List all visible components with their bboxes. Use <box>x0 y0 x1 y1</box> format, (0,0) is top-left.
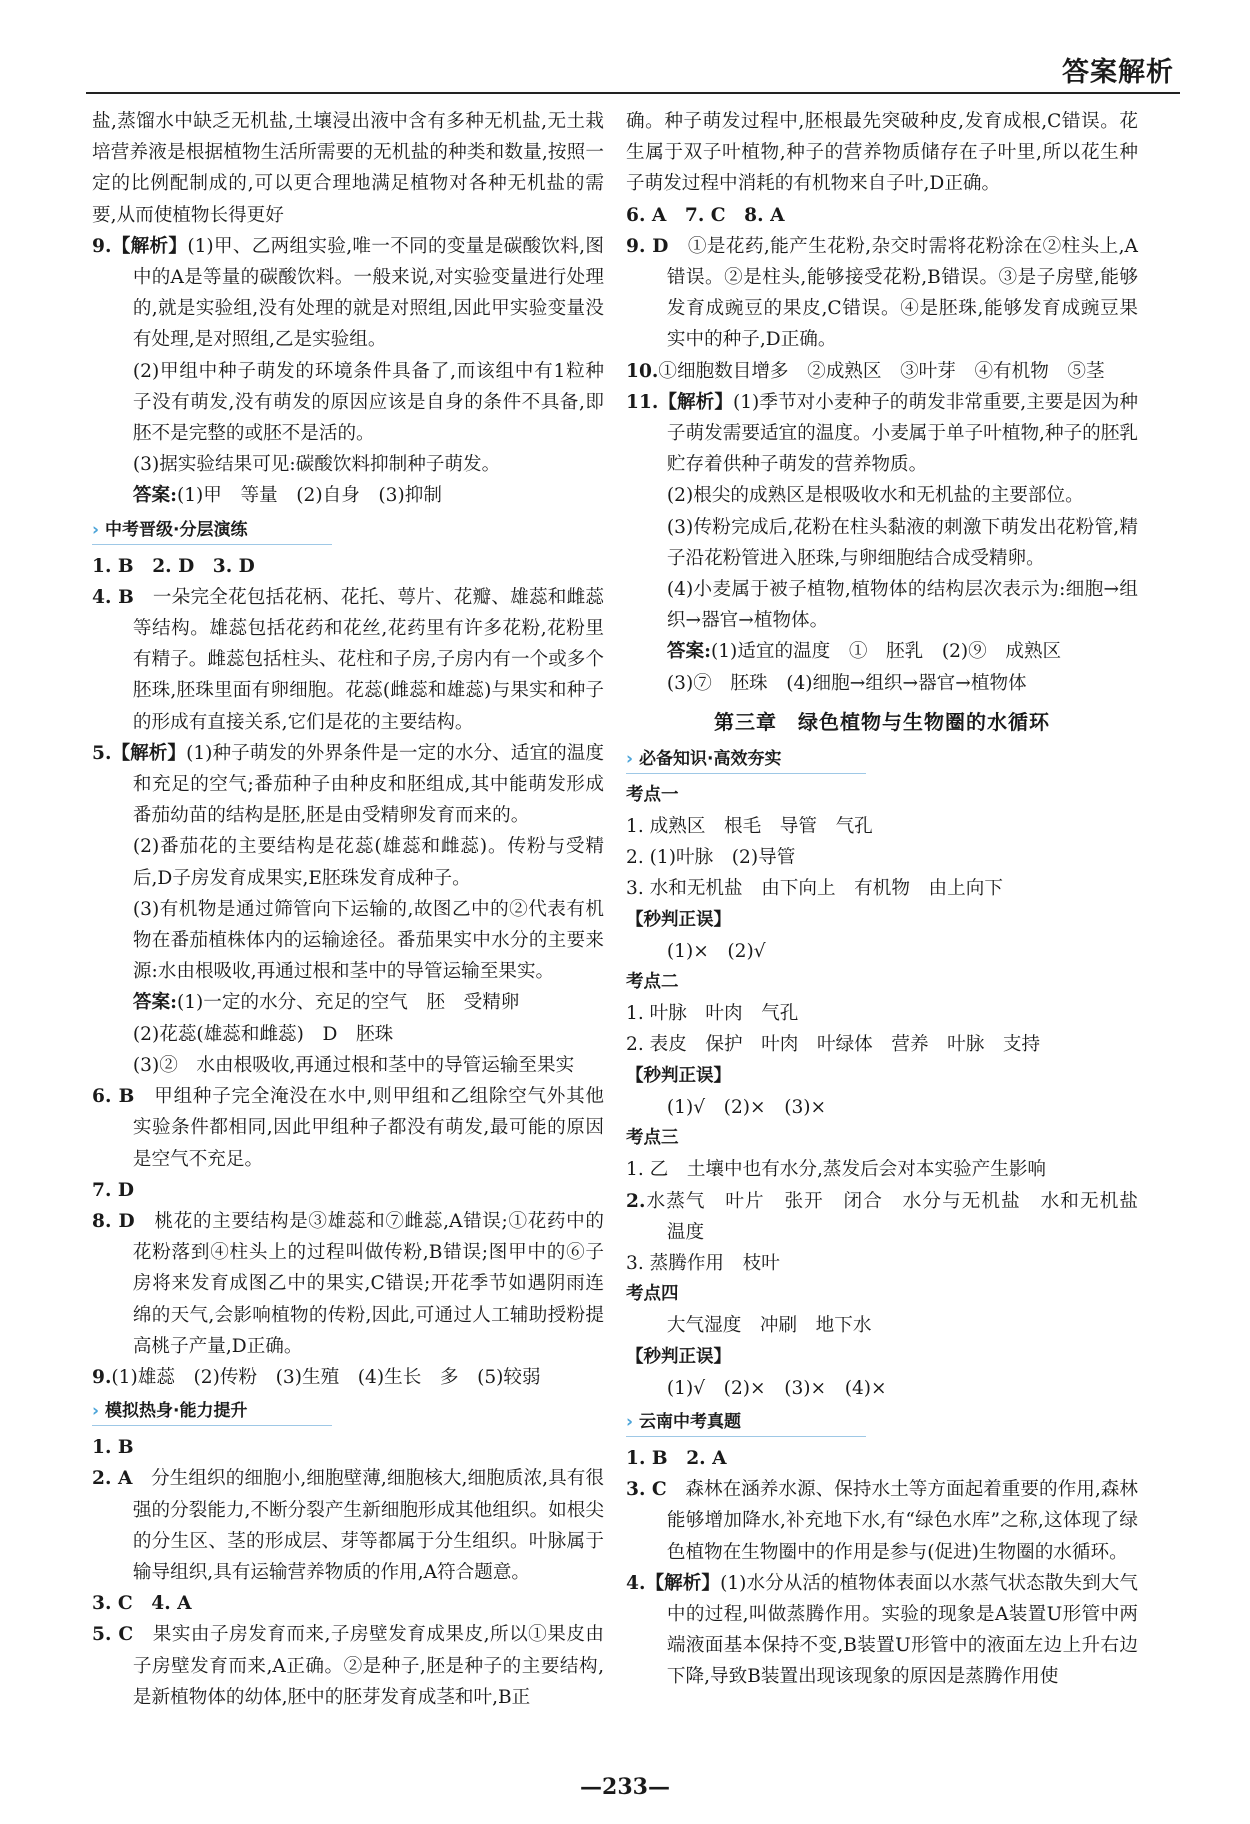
answer-text: (2)花蕊(雄蕊和雌蕊) D 胚珠 <box>132 1023 394 1045</box>
header-divider <box>86 92 1180 94</box>
answer-paragraph <box>626 200 1138 231</box>
answer-paragraph <box>92 1050 604 1081</box>
section-heading <box>626 745 866 774</box>
answer-text: (2)甲组中种子萌发的环境条件具备了,而该组中有1粒种子没有萌发,没有萌发的原因应该是自身的条件不具备,即胚不是完整的或胚不是活的。 <box>132 360 604 445</box>
question-number: 3. C <box>626 1479 667 1501</box>
subsection-heading: 【秒判正误】 <box>626 1346 731 1367</box>
subsection-heading: 【秒判正误】 <box>626 909 731 930</box>
answer-paragraph <box>92 894 604 988</box>
answer-text: 1. 成熟区 根毛 导管 气孔 <box>626 816 873 838</box>
answer-text: 大气湿度 冲刷 地下水 <box>666 1315 872 1337</box>
answer-paragraph <box>626 1443 1138 1474</box>
answer-text: 3. 蒸腾作用 枝叶 <box>626 1252 780 1274</box>
answer-tag: 答案: <box>132 992 177 1014</box>
question-number: 1. B <box>92 1437 134 1459</box>
answer-paragraph <box>626 1092 1138 1123</box>
answer-paragraph <box>626 512 1138 574</box>
answer-paragraph <box>92 106 604 231</box>
answer-paragraph <box>92 582 604 738</box>
section-heading <box>92 1397 332 1426</box>
answer-text: (1)种子萌发的外界条件是一定的水分、适宜的温度和充足的空气;番茄种子由种皮和胚组成,其中能萌发形成番茄幼苗的结构是胚,胚是由受精卵发育而来的。 <box>132 742 604 827</box>
answer-text: (3)据实验结果可见:碳酸饮料抑制种子萌发。 <box>132 454 501 476</box>
answer-tag: 答案: <box>666 641 711 663</box>
section-heading-text: 必备知识·高效夯实 <box>639 748 782 769</box>
chevron-right-icon: › <box>626 748 634 769</box>
answer-paragraph <box>626 231 1138 356</box>
answer-paragraph <box>92 449 604 480</box>
answer-paragraph <box>626 1310 1138 1341</box>
answer-paragraph <box>626 1154 1138 1185</box>
left-column <box>92 106 604 1713</box>
answer-text: 甲组种子完全淹没在水中,则甲组和乙组除空气外其他实验条件都相同,因此甲组种子都没有萌发,最可能的原因是空气不充足。 <box>132 1086 604 1170</box>
section-heading-text: 中考晋级·分层演练 <box>105 519 248 540</box>
question-number: 9. <box>92 235 112 257</box>
question-number: 11. <box>626 391 659 413</box>
answer-paragraph <box>92 1432 604 1463</box>
chapter-title: 第三章 绿色植物与生物圈的水循环 <box>714 709 1050 734</box>
section-heading <box>92 516 332 545</box>
section-heading-text: 模拟热身·能力提升 <box>105 1401 248 1422</box>
question-number: 2. A <box>92 1468 133 1490</box>
question-number: 8. D <box>92 1210 135 1232</box>
answer-paragraph <box>92 1081 604 1175</box>
page-header-title: 答案解析 <box>1062 57 1174 88</box>
answer-paragraph <box>626 1029 1138 1060</box>
answer-text: 3. 水和无机盐 由下向上 有机物 由上向下 <box>626 878 1003 900</box>
chevron-right-icon: › <box>92 1401 100 1422</box>
answer-tag: 【解析】 <box>111 235 188 257</box>
answer-paragraph <box>626 873 1138 904</box>
answer-paragraph <box>626 1248 1138 1279</box>
subsection-heading: 【秒判正误】 <box>626 1065 731 1086</box>
answer-paragraph <box>92 1175 604 1206</box>
answer-text: 水蒸气 叶片 张开 闭合 水分与无机盐 水和无机盐 温度 <box>645 1190 1157 1243</box>
chevron-right-icon: › <box>92 519 100 540</box>
answer-paragraph <box>92 1463 604 1588</box>
answer-text: 分生组织的细胞小,细胞壁薄,细胞核大,细胞质浓,具有很强的分裂能力,不断分裂产生新细胞形成其他组织。如根尖的分生区、茎的形成层、芽等都属于分生组织。叶脉属于输导组织,具有运输营养物质的作用,A符合题意。 <box>132 1468 604 1583</box>
answer-paragraph <box>626 480 1138 511</box>
answer-text: (1)× (2)√ <box>666 940 766 962</box>
question-number: 4. B <box>92 586 134 608</box>
answer-text: 盐,蒸馏水中缺乏无机盐,土壤浸出液中含有多种无机盐,无土栽培营养液是根据植物生活所需要的无机盐的种类和数量,按照一定的比例配制成的,可以更合理地满足植物对各种无机盐的需要,从而使植物长得更好 <box>92 111 604 226</box>
answer-paragraph <box>92 1019 604 1050</box>
answer-paragraph <box>92 1588 604 1619</box>
answer-paragraph <box>92 551 604 582</box>
answer-tag: 答案: <box>132 485 177 507</box>
answer-text: (1)适宜的温度 ① 胚乳 (2)⑨ 成熟区 <box>710 641 1062 663</box>
answer-text: 2. (1)叶脉 (2)导管 <box>626 847 796 869</box>
question-number: 6. A 7. C 8. A <box>626 204 785 226</box>
question-number: 9. D <box>626 235 669 257</box>
answer-paragraph <box>626 1474 1138 1568</box>
answer-text: (1)一定的水分、充足的空气 胚 受精卵 <box>176 992 520 1014</box>
answer-text: (3)传粉完成后,花粉在柱头黏液的刺激下萌发出花粉管,精子沿花粉管进入胚珠,与卵细胞结合成受精卵。 <box>666 516 1138 569</box>
answer-tag: 【解析】 <box>111 742 187 764</box>
question-number: 6. B <box>92 1086 135 1108</box>
answer-tag: 【解析】 <box>645 1572 721 1594</box>
answer-paragraph <box>92 831 604 893</box>
answer-paragraph <box>626 106 1138 200</box>
answer-paragraph <box>626 936 1138 967</box>
section-heading <box>626 1408 866 1437</box>
answer-paragraph <box>92 1206 604 1362</box>
subsection-heading: 考点三 <box>626 1128 679 1149</box>
answer-text: 森林在涵养水源、保持水土等方面起着重要的作用,森林能够增加降水,补充地下水,有“绿色水库”之称,这体现了绿色植物在生物圈中的作用是参与(促进)生物圈的水循环。 <box>666 1479 1139 1563</box>
answer-paragraph <box>92 356 604 450</box>
answer-paragraph <box>92 738 604 832</box>
answer-text: (1)季节对小麦种子的萌发非常重要,主要是因为种子萌发需要适宜的温度。小麦属于单子叶植物,种子的胚乳贮存着供种子萌发的营养物质。 <box>666 391 1138 476</box>
answer-text: 果实由子房发育而来,子房壁发育成果皮,所以①果皮由子房壁发育而来,A正确。②是种子,胚是种子的主要结构,是新植物体的幼体,胚中的胚芽发育成茎和叶,B正 <box>132 1624 605 1708</box>
question-number: 1. B 2. A <box>626 1447 727 1469</box>
answer-paragraph <box>626 842 1138 873</box>
question-number: 3. C 4. A <box>92 1593 192 1615</box>
answer-text: (3)⑦ 胚珠 (4)细胞→组织→器官→植物体 <box>666 672 1027 694</box>
answer-text: ①是花药,能产生花粉,杂交时需将花粉涂在②柱头上,A错误。②是柱头,能够接受花粉,B错误。③是子房壁,能够发育成豌豆的果皮,C错误。④是胚珠,能够发育成豌豆果实中的种子,D正确。 <box>666 235 1138 351</box>
answer-paragraph <box>92 480 604 511</box>
answer-text: (2)根尖的成熟区是根吸收水和无机盐的主要部位。 <box>666 485 1084 507</box>
answer-paragraph <box>626 636 1138 667</box>
answer-paragraph <box>92 1619 604 1713</box>
answer-paragraph <box>626 998 1138 1029</box>
answer-paragraph <box>626 811 1138 842</box>
answer-text: (1)√ (2)× (3)× (4)× <box>666 1377 887 1399</box>
answer-paragraph <box>626 387 1138 481</box>
question-number: 5. <box>92 742 112 764</box>
answer-text: 1. 乙 土壤中也有水分,蒸发后会对本实验产生影响 <box>626 1159 1047 1181</box>
answer-text: 一朵完全花包括花柄、花托、萼片、花瓣、雄蕊和雌蕊等结构。雄蕊包括花药和花丝,花药里有许多花粉,花粉里有精子。雌蕊包括柱头、花柱和子房,子房内有一个或多个胚珠,胚珠里面有卵细胞。花蕊(雌蕊和雄蕊)与果实和种子的形成有直接关系,它们是花的主要结构。 <box>132 586 604 733</box>
question-number: 9. <box>92 1366 112 1388</box>
subsection-heading: 考点二 <box>626 972 679 993</box>
answer-text: (1)水分从活的植物体表面以水蒸气状态散失到大气中的过程,叫做蒸腾作用。实验的现象是A装置U形管中两端液面基本保持不变,B装置U形管中的液面左边上升右边下降,导致B装置出现该现象的原因是蒸腾作用使 <box>666 1572 1138 1688</box>
answer-text: 2. 表皮 保护 叶肉 叶绿体 营养 叶脉 支持 <box>626 1034 1041 1056</box>
answer-text: (1)√ (2)× (3)× <box>666 1096 827 1118</box>
subsection-heading: 考点一 <box>626 784 679 805</box>
answer-tag: 【解析】 <box>658 391 733 413</box>
answer-paragraph <box>626 574 1138 636</box>
answer-paragraph <box>92 1362 604 1393</box>
answer-paragraph <box>92 987 604 1018</box>
answer-text: (1)甲 等量 (2)自身 (3)抑制 <box>176 485 442 507</box>
answer-text: ①细胞数目增多 ②成熟区 ③叶芽 ④有机物 ⑤茎 <box>658 360 1105 382</box>
question-number: 5. C <box>92 1624 134 1646</box>
question-number: 10. <box>626 360 659 382</box>
answer-paragraph <box>626 668 1138 699</box>
answer-text: 1. 叶脉 叶肉 气孔 <box>626 1003 799 1025</box>
subsection-heading: 考点四 <box>626 1284 679 1305</box>
question-number: 7. D <box>92 1179 135 1201</box>
question-number: 1. B 2. D 3. D <box>92 555 255 577</box>
answer-paragraph <box>626 1568 1138 1693</box>
page-number: —233— <box>580 1774 670 1800</box>
answer-text: (2)番茄花的主要结构是花蕊(雄蕊和雌蕊)。传粉与受精后,D子房发育成果实,E胚珠发育成种子。 <box>132 836 604 889</box>
section-heading-text: 云南中考真题 <box>639 1411 742 1432</box>
question-number: 2. <box>626 1190 646 1212</box>
answer-text: (1)甲、乙两组实验,唯一不同的变量是碳酸饮料,图中的A是等量的碳酸饮料。一般来说,对实验变量进行处理的,就是实验组,没有处理的就是对照组,因此甲实验变量没有处理,是对照组,乙是实验组。 <box>132 235 604 351</box>
answer-paragraph <box>626 356 1138 387</box>
answer-paragraph <box>92 231 604 356</box>
question-number: 4. <box>626 1572 646 1594</box>
answer-text: 确。种子萌发过程中,胚根最先突破种皮,发育成根,C错误。花生属于双子叶植物,种子的营养物质储存在子叶里,所以花生种子萌发过程中消耗的有机物来自子叶,D正确。 <box>626 111 1138 195</box>
chevron-right-icon: › <box>626 1411 634 1432</box>
answer-text: 桃花的主要结构是③雄蕊和⑦雌蕊,A错误;①花药中的花粉落到④柱头上的过程叫做传粉,B错误;图甲中的⑥子房将来发育成图乙中的果实,C错误;开花季节如遇阴雨连绵的天气,会影响植物的传粉,因此,可通过人工辅助授粉提高桃子产量,D正确。 <box>132 1210 604 1357</box>
answer-text: (3)有机物是通过筛管向下运输的,故图乙中的②代表有机物在番茄植株体内的运输途径。番茄果实中水分的主要来源:水由根吸收,再通过根和茎中的导管运输至果实。 <box>132 898 604 983</box>
answer-text: (1)雄蕊 (2)传粉 (3)生殖 (4)生长 多 (5)较弱 <box>111 1366 541 1388</box>
answer-text: (3)② 水由根吸收,再通过根和茎中的导管运输至果实 <box>132 1054 575 1076</box>
answer-paragraph <box>626 1186 1157 1248</box>
answer-text: (4)小麦属于被子植物,植物体的结构层次表示为:细胞→组织→器官→植物体。 <box>666 579 1138 632</box>
right-column <box>626 106 1157 1693</box>
answer-paragraph <box>626 1373 1138 1404</box>
